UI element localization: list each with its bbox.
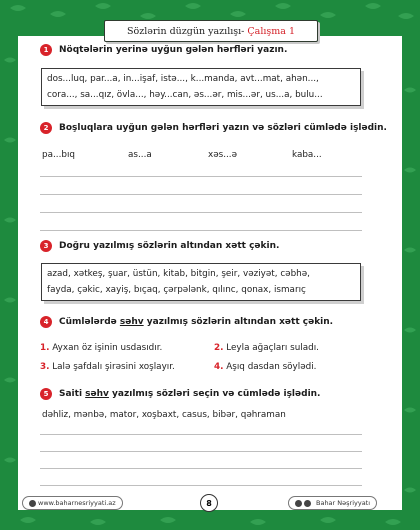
- task-5-heading: [40, 388, 320, 400]
- sentence-number: 2.: [214, 343, 224, 353]
- title-accent: Çalışma 1: [247, 25, 296, 37]
- box-line: cora..., sa...qız, övla..., həy...can, əs...ər, mis...ər, us...a, bulu...: [47, 90, 323, 100]
- word-item: as...a: [128, 150, 152, 160]
- box-line: fayda, çəkic, xayiş, bıçaq, çərpələnk, qılınc, qonax, ismarıç: [47, 285, 306, 295]
- word-item: pa...bıq: [42, 150, 75, 160]
- publisher-pill[interactable]: [288, 496, 377, 510]
- answer-line[interactable]: [40, 176, 362, 177]
- answer-line[interactable]: [40, 485, 362, 486]
- facebook-icon: [304, 500, 311, 507]
- sentence-item: [40, 362, 175, 372]
- box-line: azad, xətkeş, şuar, üstün, kitab, bitgin, şeir, vəziyət, cəbhə,: [47, 269, 310, 279]
- globe-icon: [29, 500, 36, 507]
- sentence-text: Aşıq dasdan söylədi.: [226, 362, 317, 372]
- task-1-heading: [40, 44, 287, 56]
- task-1-word-box: [41, 68, 361, 106]
- task-number-badge: 2: [40, 122, 52, 134]
- sentence-text: Lalə şafdalı şirəsini xoşlayır.: [52, 362, 175, 372]
- task-number-badge: 4: [40, 316, 52, 328]
- sentence-text: Leyla ağaçları suladı.: [226, 343, 319, 353]
- sentence-number: 1.: [40, 343, 50, 353]
- task-instruction: Saiti səhv yazılmış sözləri seçin və cümlədə işlədin.: [59, 389, 321, 399]
- task-number-badge: 1: [40, 44, 52, 56]
- task-4-heading: [40, 316, 333, 328]
- answer-line[interactable]: [40, 194, 362, 195]
- page-number: 8: [200, 494, 218, 512]
- answer-line[interactable]: [40, 434, 362, 435]
- task-2-heading: [40, 122, 387, 134]
- answer-line[interactable]: [40, 212, 362, 213]
- instagram-icon: [295, 500, 302, 507]
- task-instruction: Boşluqlara uyğun gələn hərfləri yazın və sözləri cümlədə işlədin.: [59, 123, 387, 133]
- title-main: Sözlərin düzgün yazılışı-: [126, 25, 245, 37]
- task-3-word-box: [41, 263, 361, 301]
- task-instruction: Doğru yazılmış sözlərin altından xətt çəkin.: [59, 241, 280, 251]
- task-number-badge: 5: [40, 388, 52, 400]
- sentence-item: [40, 343, 162, 353]
- task-number-badge: 3: [40, 240, 52, 252]
- website-link[interactable]: www.baharnesriyyati.az: [38, 499, 116, 507]
- task-instruction: Nöqtələrin yerinə uyğun gələn hərfləri yazın.: [59, 45, 288, 55]
- answer-line[interactable]: [40, 230, 362, 231]
- word-item: xəs...ə: [208, 150, 238, 160]
- sentence-item: [214, 362, 316, 372]
- sentence-text: Ayxan öz işinin usdasıdır.: [52, 343, 163, 353]
- sentence-item: [214, 343, 319, 353]
- word-list: dəhliz, mənbə, mator, xoşbaxt, casus, bibər, qəhraman: [42, 410, 286, 420]
- answer-line[interactable]: [40, 451, 362, 452]
- task-instruction: Cümlələrdə səhv yazılmış sözlərin altından xətt çəkin.: [59, 317, 334, 327]
- task-3-heading: [40, 240, 279, 252]
- sentence-number: 4.: [214, 362, 224, 372]
- word-item: kaba...: [292, 150, 322, 160]
- publisher-name: Bahar Nəşriyyatı: [316, 499, 371, 507]
- website-pill[interactable]: [22, 496, 123, 510]
- page-title: [104, 20, 318, 42]
- sentence-number: 3.: [40, 362, 50, 372]
- box-line: dos...luq, par...a, in...işaf, istə..., k...manda, avt...mat, ahən...,: [47, 74, 319, 84]
- answer-line[interactable]: [40, 468, 362, 469]
